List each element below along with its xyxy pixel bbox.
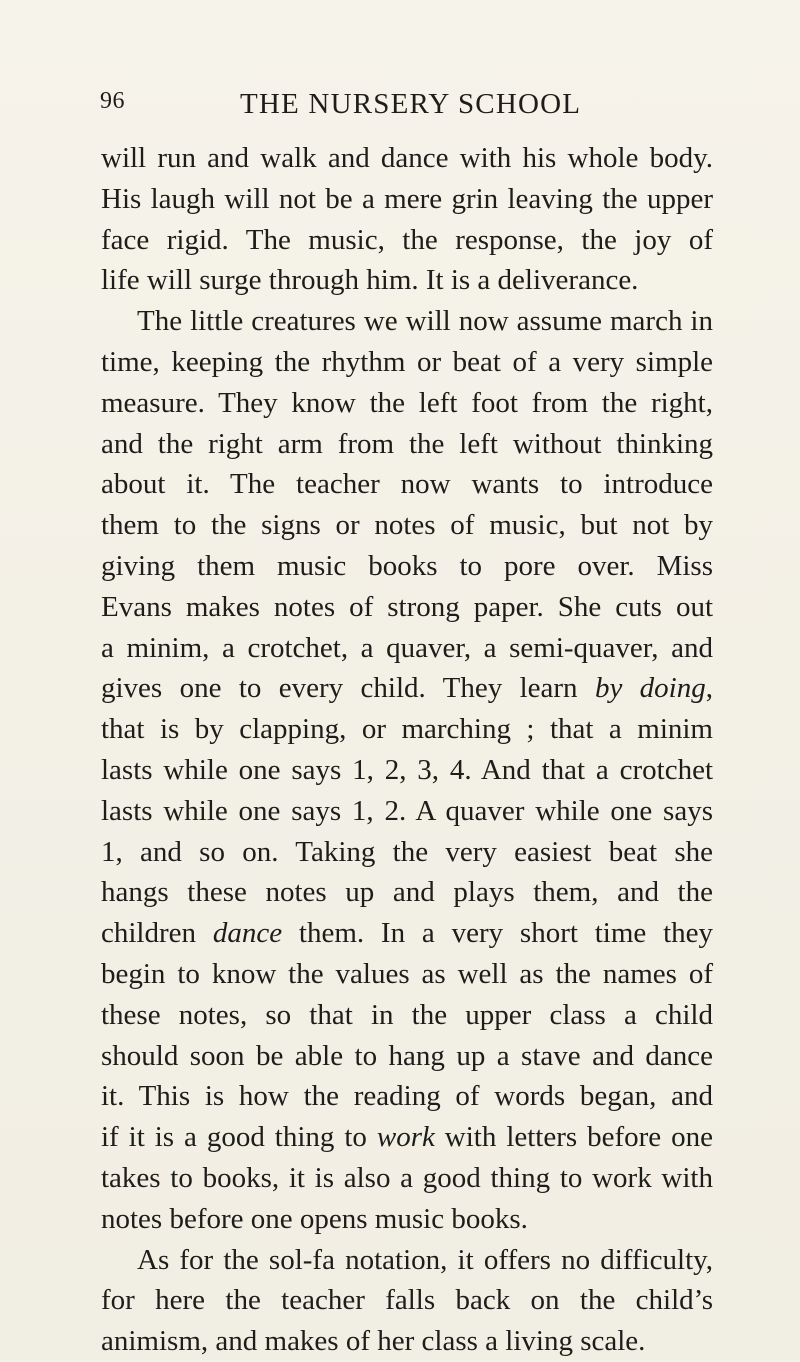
text-line: takes to books, it is also a good thing to work with <box>101 1161 713 1194</box>
text-run: children <box>101 917 213 950</box>
text-line: notes before one opens music books. <box>101 1202 528 1235</box>
text-line: Evans makes notes of strong paper. She cuts out <box>101 590 713 623</box>
text-line: these notes, so that in the upper class a child <box>101 998 713 1031</box>
text-line: measure. They know the left foot from the right, <box>101 386 713 419</box>
text-run: , <box>705 672 713 705</box>
italic-phrase: work <box>376 1121 435 1154</box>
text-line: giving them music books to pore over. Miss <box>101 549 713 582</box>
text-line: His laugh will not be a mere grin leaving the upper <box>101 182 713 215</box>
paragraph-start-line: The little creatures we will now assume march in <box>137 305 713 338</box>
text-line: for here the teacher falls back on the child’s <box>101 1284 713 1317</box>
text-line <box>101 913 713 954</box>
text-line: life will surge through him. It is a deliverance. <box>101 264 639 297</box>
running-title: THE NURSERY SCHOOL <box>240 88 582 120</box>
text-run: them. In a very short time they <box>282 917 714 950</box>
text-line: face rigid. The music, the response, the joy of <box>101 223 713 256</box>
text-run: if it is a good thing to <box>101 1121 377 1154</box>
text-line: should soon be able to hang up a stave and dance <box>101 1039 713 1072</box>
text-line: 1, and so on. Taking the very easiest beat she <box>101 835 713 868</box>
text-line: them to the signs or notes of music, but not by <box>101 509 713 542</box>
text-line <box>101 668 713 709</box>
text-line: about it. The teacher now wants to introduce <box>101 468 713 501</box>
text-line: hangs these notes up and plays them, and the <box>101 876 713 909</box>
italic-phrase: by doing <box>594 672 706 705</box>
text-line: a minim, a crotchet, a quaver, a semi-quaver, and <box>101 631 713 664</box>
text-line: that is by clapping, or marching ; that a minim <box>101 713 713 746</box>
page-number: 96 <box>100 88 125 114</box>
text-line: lasts while one says 1, 2, 3, 4. And that a crotchet <box>101 753 713 786</box>
italic-phrase: dance <box>212 917 283 950</box>
text-line: begin to know the values as well as the names of <box>101 957 713 990</box>
text-line: it. This is how the reading of words began, and <box>101 1080 713 1113</box>
text-line: will run and walk and dance with his whole body. <box>101 142 713 174</box>
text-line <box>101 1117 713 1158</box>
text-run: gives one to every child. They learn <box>101 672 595 705</box>
text-line: lasts while one says 1, 2. A quaver while one says <box>101 794 713 827</box>
paragraph-start-line: As for the sol-fa notation, it offers no difficulty, <box>137 1243 713 1276</box>
text-line: animism, and makes of her class a living scale. <box>101 1325 646 1358</box>
text-line: time, keeping the rhythm or beat of a very simple <box>101 345 713 378</box>
body-text <box>101 138 713 1362</box>
text-line: and the right arm from the left without thinking <box>101 427 713 460</box>
text-run: with letters before one <box>434 1121 713 1154</box>
running-head <box>100 88 720 122</box>
